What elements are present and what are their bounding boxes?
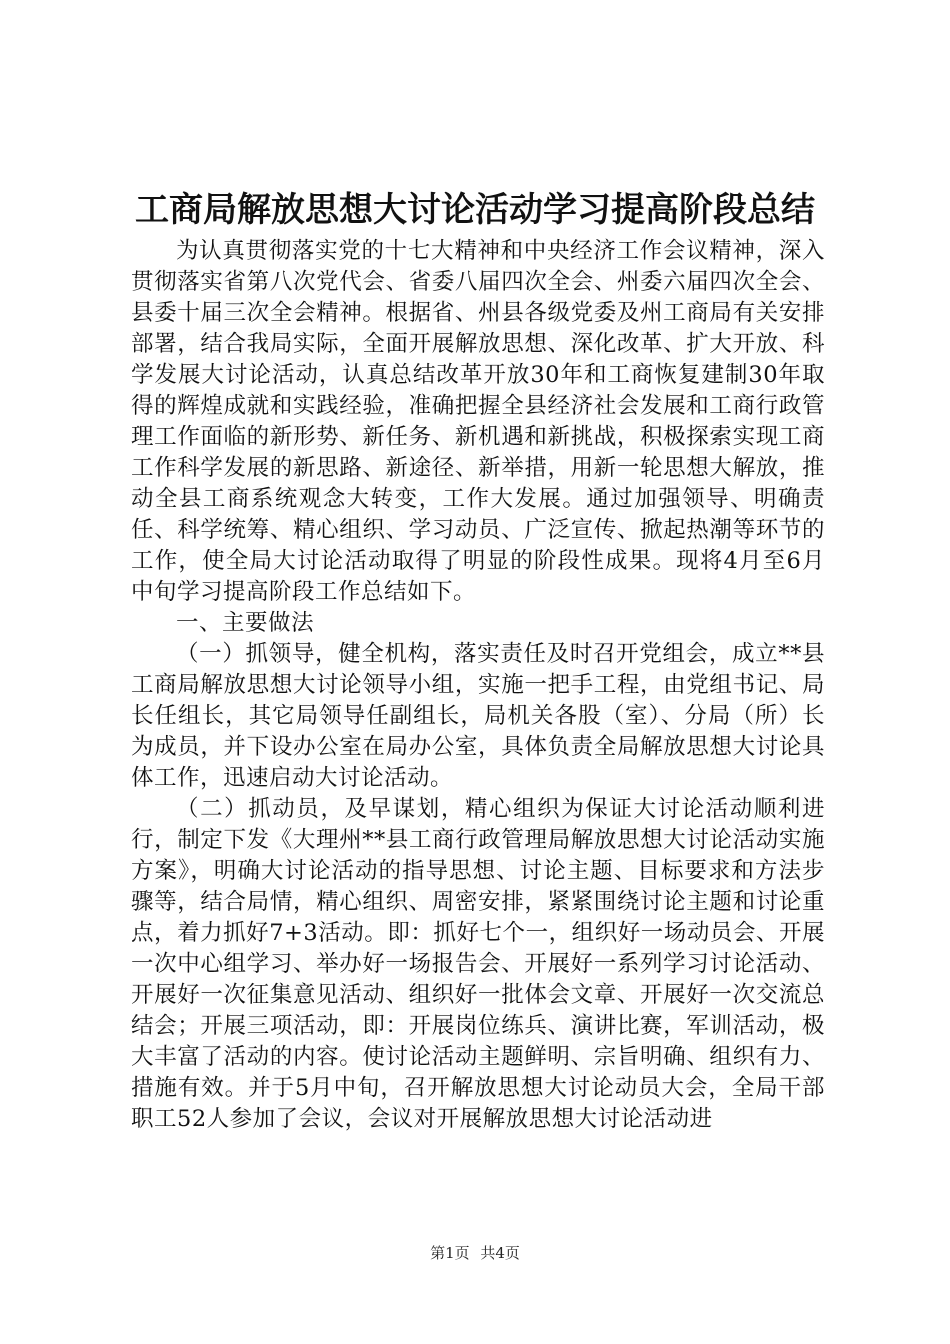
section-heading-main-methods: 一、主要做法	[176, 610, 315, 636]
page-number: 第1页	[430, 1244, 470, 1262]
paragraph-leadership: （一）抓领导，健全机构，落实责任及时召开党组会，成立**县工商局解放思想大讨论领导小组，实施一把手工程，由党组书记、局长任组长，其它局领导任副组长，局机关各股（室）、分局（所）长为成员，并下设办公室在局办公室，具体负责全局解放思想大讨论具体工作，迅速启动大讨论活动。	[131, 641, 825, 791]
document-body	[131, 236, 825, 1135]
page-footer	[0, 1243, 950, 1263]
page-total: 共4页	[480, 1244, 520, 1262]
paragraph-mobilization: （二）抓动员，及早谋划，精心组织为保证大讨论活动顺利进行，制定下发《大理州**县工商行政管理局解放思想大讨论活动实施方案》，明确大讨论活动的指导思想、讨论主题、目标要求和方法步骤等，结合局情，精心组织、周密安排，紧紧围绕讨论主题和讨论重点，着力抓好7+3活动。即：抓好七个一，组织好一场动员会、开展一次中心组学习、举办好一场报告会、开展好一系列学习讨论活动、开展好一次征集意见活动、组织好一批体会文章、开展好一次交流总结会；开展三项活动，即：开展岗位练兵、演讲比赛，军训活动，极大丰富了活动的内容。使讨论活动主题鲜明、宗旨明确、组织有力、措施有效。并于5月中旬，召开解放思想大讨论动员大会，全局干部职工52人参加了会议，会议对开展解放思想大讨论活动进	[131, 796, 825, 1132]
document-title: 工商局解放思想大讨论活动学习提高阶段总结	[135, 190, 815, 230]
intro-paragraph: 为认真贯彻落实党的十七大精神和中央经济工作会议精神，深入贯彻落实省第八次党代会、省委八届四次全会、州委六届四次全会、县委十届三次全会精神。根据省、州县各级党委及州工商局有关安排部署，结合我局实际，全面开展解放思想、深化改革、扩大开放、科学发展大讨论活动，认真总结改革开放30年和工商恢复建制30年取得的辉煌成就和实践经验，准确把握全县经济社会发展和工商行政管理工作面临的新形势、新任务、新机遇和新挑战，积极探索实现工商工作科学发展的新思路、新途径、新举措，用新一轮思想大解放，推动全县工商系统观念大转变，工作大发展。通过加强领导、明确责任、科学统筹、精心组织、学习动员、广泛宣传、掀起热潮等环节的工作，使全局大讨论活动取得了明显的阶段性成果。现将4月至6月中旬学习提高阶段工作总结如下。	[131, 238, 825, 605]
